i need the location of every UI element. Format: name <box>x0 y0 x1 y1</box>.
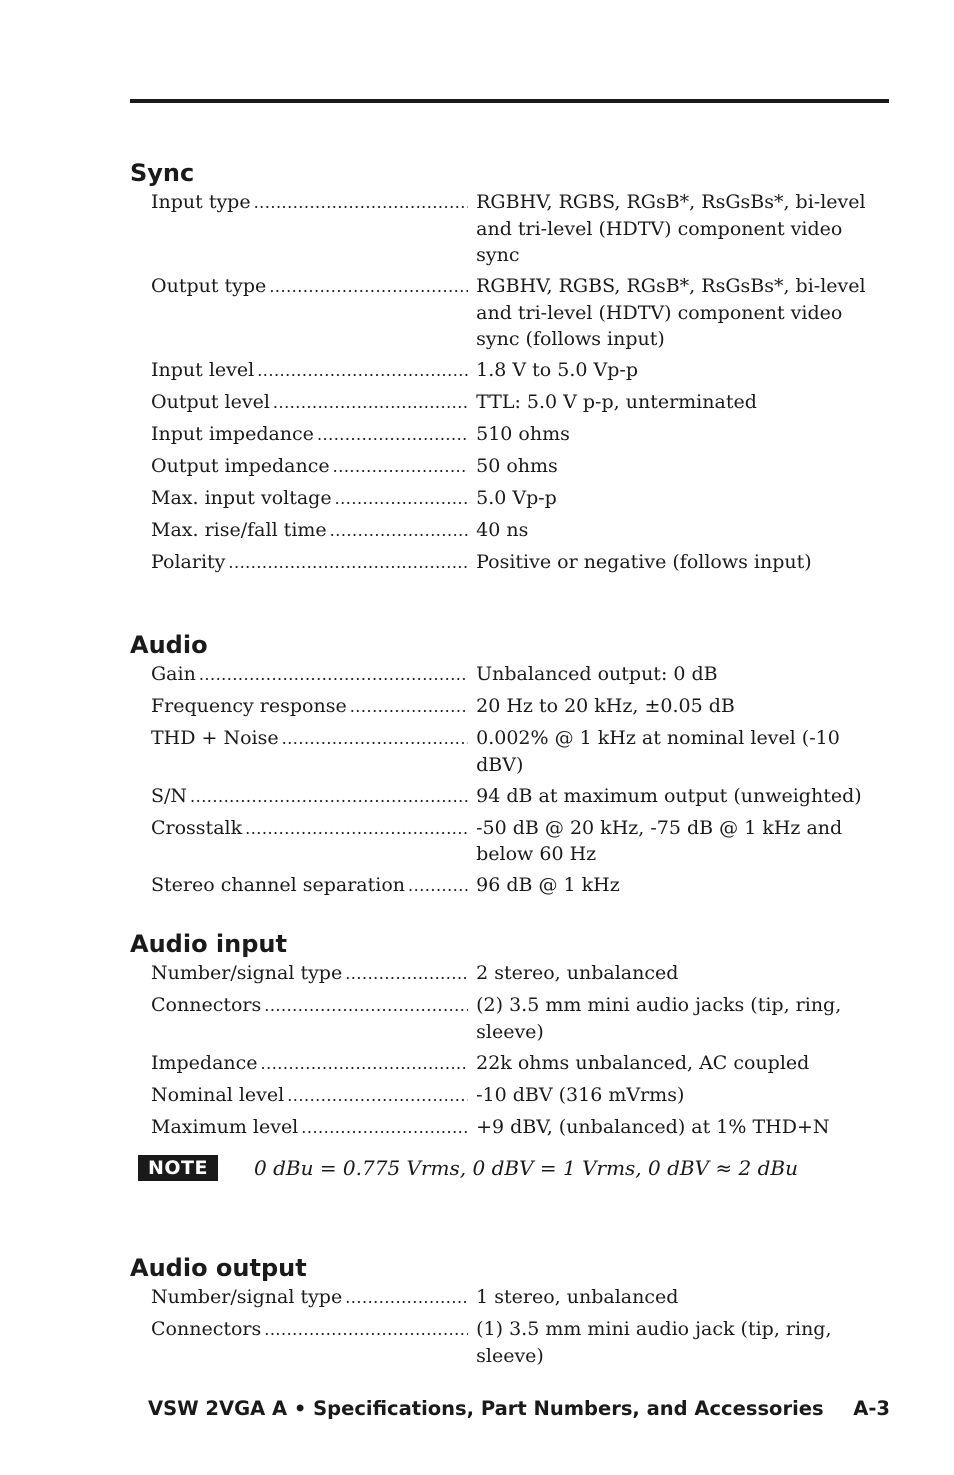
spec-label: Connectors <box>151 994 262 1016</box>
spec-label: Input level <box>151 359 255 381</box>
spec-row <box>130 693 890 721</box>
spec-value: 96 dB @ 1 kHz <box>476 874 620 896</box>
spec-label-cell <box>151 661 468 689</box>
dot-leader <box>254 189 469 217</box>
spec-label-cell <box>151 815 468 843</box>
spec-row <box>130 1050 890 1078</box>
dot-leader <box>273 389 468 417</box>
spec-value: 1 stereo, unbalanced <box>476 1286 679 1308</box>
spec-row <box>130 549 890 577</box>
section-title: Audio output <box>130 1254 307 1282</box>
spec-label: Output impedance <box>151 455 330 477</box>
spec-row <box>130 1316 890 1369</box>
spec-list <box>130 1284 890 1369</box>
dot-leader <box>345 960 468 988</box>
section-title: Audio <box>130 631 208 659</box>
spec-value: 20 Hz to 20 kHz, ±0.05 dB <box>476 695 735 717</box>
spec-row <box>130 357 890 385</box>
dot-leader <box>350 693 468 721</box>
spec-value: Positive or negative (follows input) <box>476 551 812 573</box>
spec-row <box>130 453 890 481</box>
page-footer <box>148 1395 890 1423</box>
dot-leader <box>261 1050 469 1078</box>
spec-label-cell <box>151 872 468 900</box>
spec-label-cell <box>151 1284 468 1312</box>
spec-row <box>130 992 890 1045</box>
spec-row <box>130 960 890 988</box>
spec-label-cell <box>151 693 468 721</box>
dot-leader <box>245 815 468 843</box>
spec-label: Stereo channel separation <box>151 874 406 896</box>
spec-value: 1.8 V to 5.0 Vp-p <box>476 359 638 381</box>
dot-leader <box>335 485 469 513</box>
spec-label: Connectors <box>151 1318 262 1340</box>
dot-leader <box>257 357 468 385</box>
spec-label-cell <box>151 485 468 513</box>
dot-leader <box>264 992 468 1020</box>
dot-leader <box>408 872 468 900</box>
spec-label-cell <box>151 357 468 385</box>
spec-label-cell <box>151 1316 468 1344</box>
footer-title: VSW 2VGA A • Specifications, Part Numbers, and Accessories <box>148 1397 824 1420</box>
spec-label-cell <box>151 1114 468 1142</box>
spec-row <box>130 517 890 545</box>
dot-leader <box>287 1082 468 1110</box>
spec-value: RGBHV, RGBS, RGsB*, RsGsBs*, bi-level and tri-level (HDTV) component video sync <box>476 191 866 266</box>
note-text: 0 dBu = 0.775 Vrms, 0 dBV = 1 Vrms, 0 dBV ≈ 2 dBu <box>254 1156 798 1180</box>
spec-label: Number/signal type <box>151 962 343 984</box>
section-audio-input <box>130 929 890 1146</box>
spec-label-cell <box>151 1050 468 1078</box>
section-sync <box>130 158 890 581</box>
spec-value: 40 ns <box>476 519 529 541</box>
spec-label: Polarity <box>151 551 226 573</box>
spec-label-cell <box>151 189 468 217</box>
spec-value: -50 dB @ 20 kHz, -75 dB @ 1 kHz and below 60 Hz <box>476 816 843 865</box>
dot-leader <box>333 453 468 481</box>
spec-row <box>130 872 890 900</box>
spec-label-cell <box>151 725 468 753</box>
spec-value: 5.0 Vp-p <box>476 487 557 509</box>
spec-row <box>130 1284 890 1312</box>
dot-leader <box>301 1114 468 1142</box>
dot-leader <box>269 273 468 301</box>
spec-label: Gain <box>151 663 196 685</box>
spec-value: (1) 3.5 mm mini audio jack (tip, ring, sleeve) <box>476 1318 832 1367</box>
spec-value: (2) 3.5 mm mini audio jacks (tip, ring, sleeve) <box>476 994 842 1043</box>
spec-label: S/N <box>151 784 188 807</box>
spec-value: TTL: 5.0 V p-p, unterminated <box>476 391 757 413</box>
section-title: Audio input <box>130 930 287 958</box>
spec-value: 510 ohms <box>476 423 570 445</box>
spec-value: +9 dBV, (unbalanced) at 1% THD+N <box>476 1115 830 1138</box>
dot-leader <box>282 725 469 753</box>
spec-label: Frequency response <box>151 695 347 717</box>
spec-label: THD + Noise <box>151 727 279 749</box>
dot-leader <box>264 1316 468 1344</box>
spec-row <box>130 421 890 449</box>
spec-row <box>130 485 890 513</box>
spec-label-cell <box>151 549 468 577</box>
dot-leader <box>228 549 468 577</box>
spec-value: 0.002% @ 1 kHz at nominal level (-10 dBV) <box>476 727 840 776</box>
spec-label: Input impedance <box>151 423 314 445</box>
spec-value: 22k ohms unbalanced, AC coupled <box>476 1051 810 1074</box>
spec-row <box>130 783 890 811</box>
spec-list <box>130 661 890 900</box>
spec-row <box>130 661 890 689</box>
note-badge: NOTE <box>138 1155 218 1181</box>
top-rule <box>130 99 889 103</box>
spec-row <box>130 815 890 868</box>
dot-leader <box>190 783 468 811</box>
spec-label-cell <box>151 992 468 1020</box>
spec-value: 94 dB at maximum output (unweighted) <box>476 784 862 807</box>
spec-row <box>130 273 890 353</box>
section-audio <box>130 630 890 904</box>
spec-label: Max. input voltage <box>151 487 332 509</box>
spec-row <box>130 189 890 269</box>
spec-label: Nominal level <box>151 1083 285 1106</box>
spec-label-cell <box>151 1082 468 1110</box>
spec-row <box>130 725 890 778</box>
spec-value: RGBHV, RGBS, RGsB*, RsGsBs*, bi-level and tri-level (HDTV) component video sync (follows input) <box>476 275 866 350</box>
section-title: Sync <box>130 159 195 187</box>
spec-label: Output type <box>151 275 267 297</box>
spec-row <box>130 389 890 417</box>
dot-leader <box>199 661 468 689</box>
spec-value: 50 ohms <box>476 455 558 477</box>
dot-leader <box>317 421 468 449</box>
spec-label: Input type <box>151 191 251 213</box>
spec-label-cell <box>151 960 468 988</box>
spec-value: -10 dBV (316 mVrms) <box>476 1083 685 1106</box>
spec-label-cell <box>151 421 468 449</box>
spec-label-cell <box>151 517 468 545</box>
spec-value: Unbalanced output: 0 dB <box>476 663 718 685</box>
spec-label: Crosstalk <box>151 816 243 839</box>
spec-label-cell <box>151 273 468 301</box>
spec-label: Impedance <box>151 1051 258 1074</box>
spec-label: Maximum level <box>151 1115 299 1138</box>
spec-list <box>130 189 890 577</box>
dot-leader <box>345 1284 468 1312</box>
dot-leader <box>330 517 468 545</box>
spec-value: 2 stereo, unbalanced <box>476 962 679 984</box>
spec-row <box>130 1082 890 1110</box>
section-audio-output <box>130 1253 890 1374</box>
spec-label: Output level <box>151 391 270 413</box>
spec-label: Max. rise/fall time <box>151 519 327 541</box>
spec-label: Number/signal type <box>151 1286 343 1308</box>
spec-label-cell <box>151 389 468 417</box>
spec-row <box>130 1114 890 1142</box>
note-callout <box>138 1155 798 1181</box>
spec-label-cell <box>151 453 468 481</box>
page-number: A-3 <box>853 1397 890 1420</box>
spec-label-cell <box>151 783 468 811</box>
spec-list <box>130 960 890 1141</box>
